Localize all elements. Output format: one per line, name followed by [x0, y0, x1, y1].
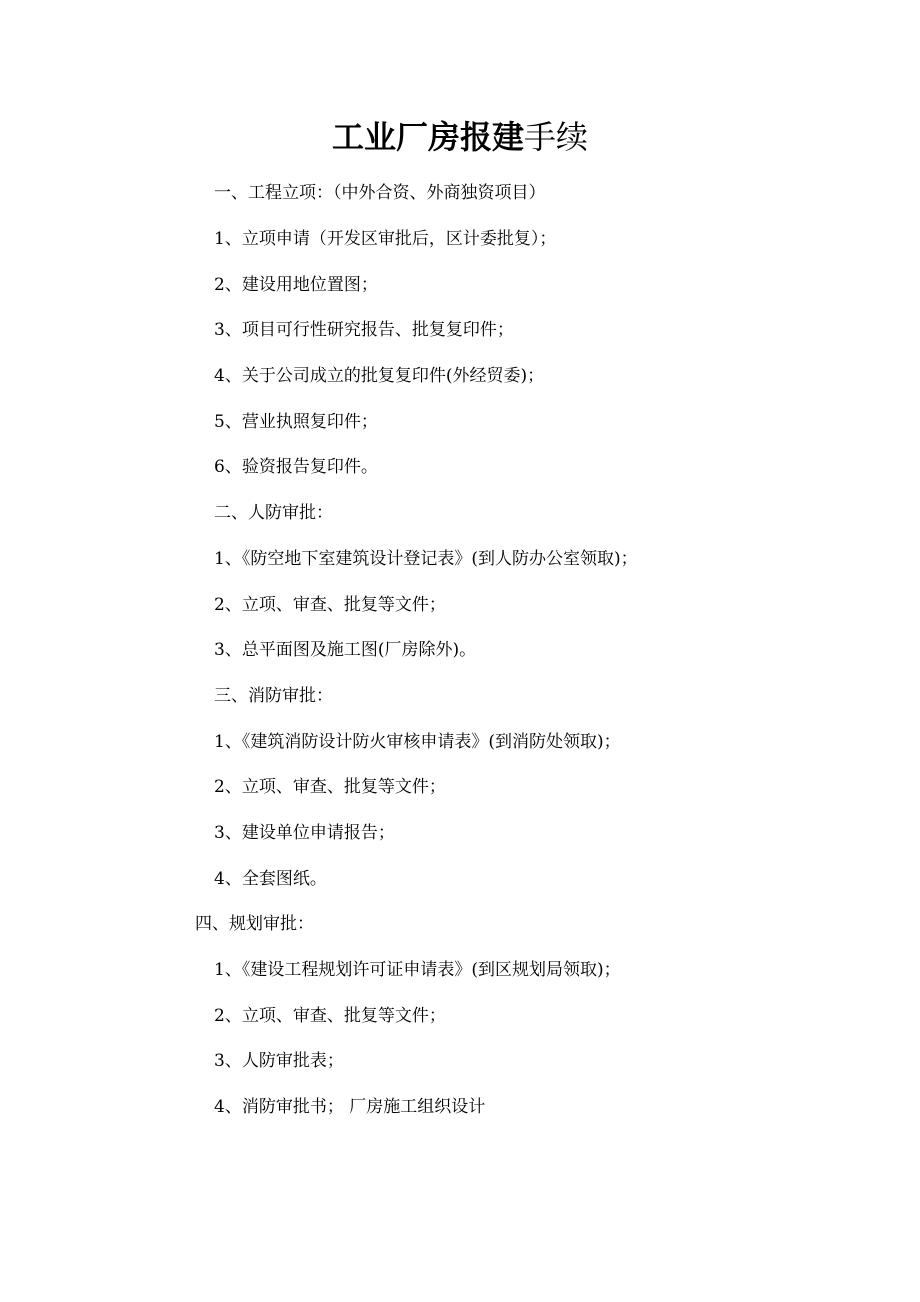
list-item: 1、《建筑消防设计防火审核申请表》(到消防处领取)； [214, 732, 621, 752]
list-item: 1、《防空地下室建筑设计登记表》(到人防办公室领取)； [214, 549, 638, 569]
list-item: 6、验资报告复印件。 [214, 457, 378, 477]
list-item: 5、营业执照复印件； [214, 412, 378, 432]
section-heading-project-approval: 一、工程立项：（中外合资、外商独资项目） [214, 183, 546, 203]
list-item: 2、立项、审查、批复等文件； [214, 595, 446, 615]
list-item: 3、项目可行性研究报告、批复复印件； [214, 320, 514, 340]
document-title-regular: 手续 [524, 118, 589, 156]
list-item: 4、关于公司成立的批复复印件(外经贸委)； [214, 366, 545, 386]
list-item: 1、《建设工程规划许可证申请表》(到区规划局领取)； [214, 960, 621, 980]
document-title-bold: 工业厂房报建 [331, 118, 524, 156]
list-item: 4、消防审批书； 厂房施工组织设计 [214, 1097, 486, 1117]
section-heading-fire-protection: 三、消防审批： [214, 686, 333, 706]
list-item: 2、立项、审查、批复等文件； [214, 1006, 446, 1026]
list-item: 2、建设用地位置图； [214, 275, 378, 295]
list-item: 4、全套图纸。 [214, 869, 327, 889]
list-item: 3、人防审批表； [214, 1051, 344, 1071]
section-heading-planning: 四、规划审批： [195, 914, 314, 934]
list-item: 3、总平面图及施工图(厂房除外)。 [214, 640, 477, 660]
list-item: 3、建设单位申请报告； [214, 823, 395, 843]
list-item: 1、立项申请（开发区审批后，区计委批复）； [214, 229, 557, 249]
list-item: 2、立项、审查、批复等文件； [214, 777, 446, 797]
section-heading-civil-defense: 二、人防审批： [214, 503, 333, 523]
document-title [0, 112, 920, 162]
